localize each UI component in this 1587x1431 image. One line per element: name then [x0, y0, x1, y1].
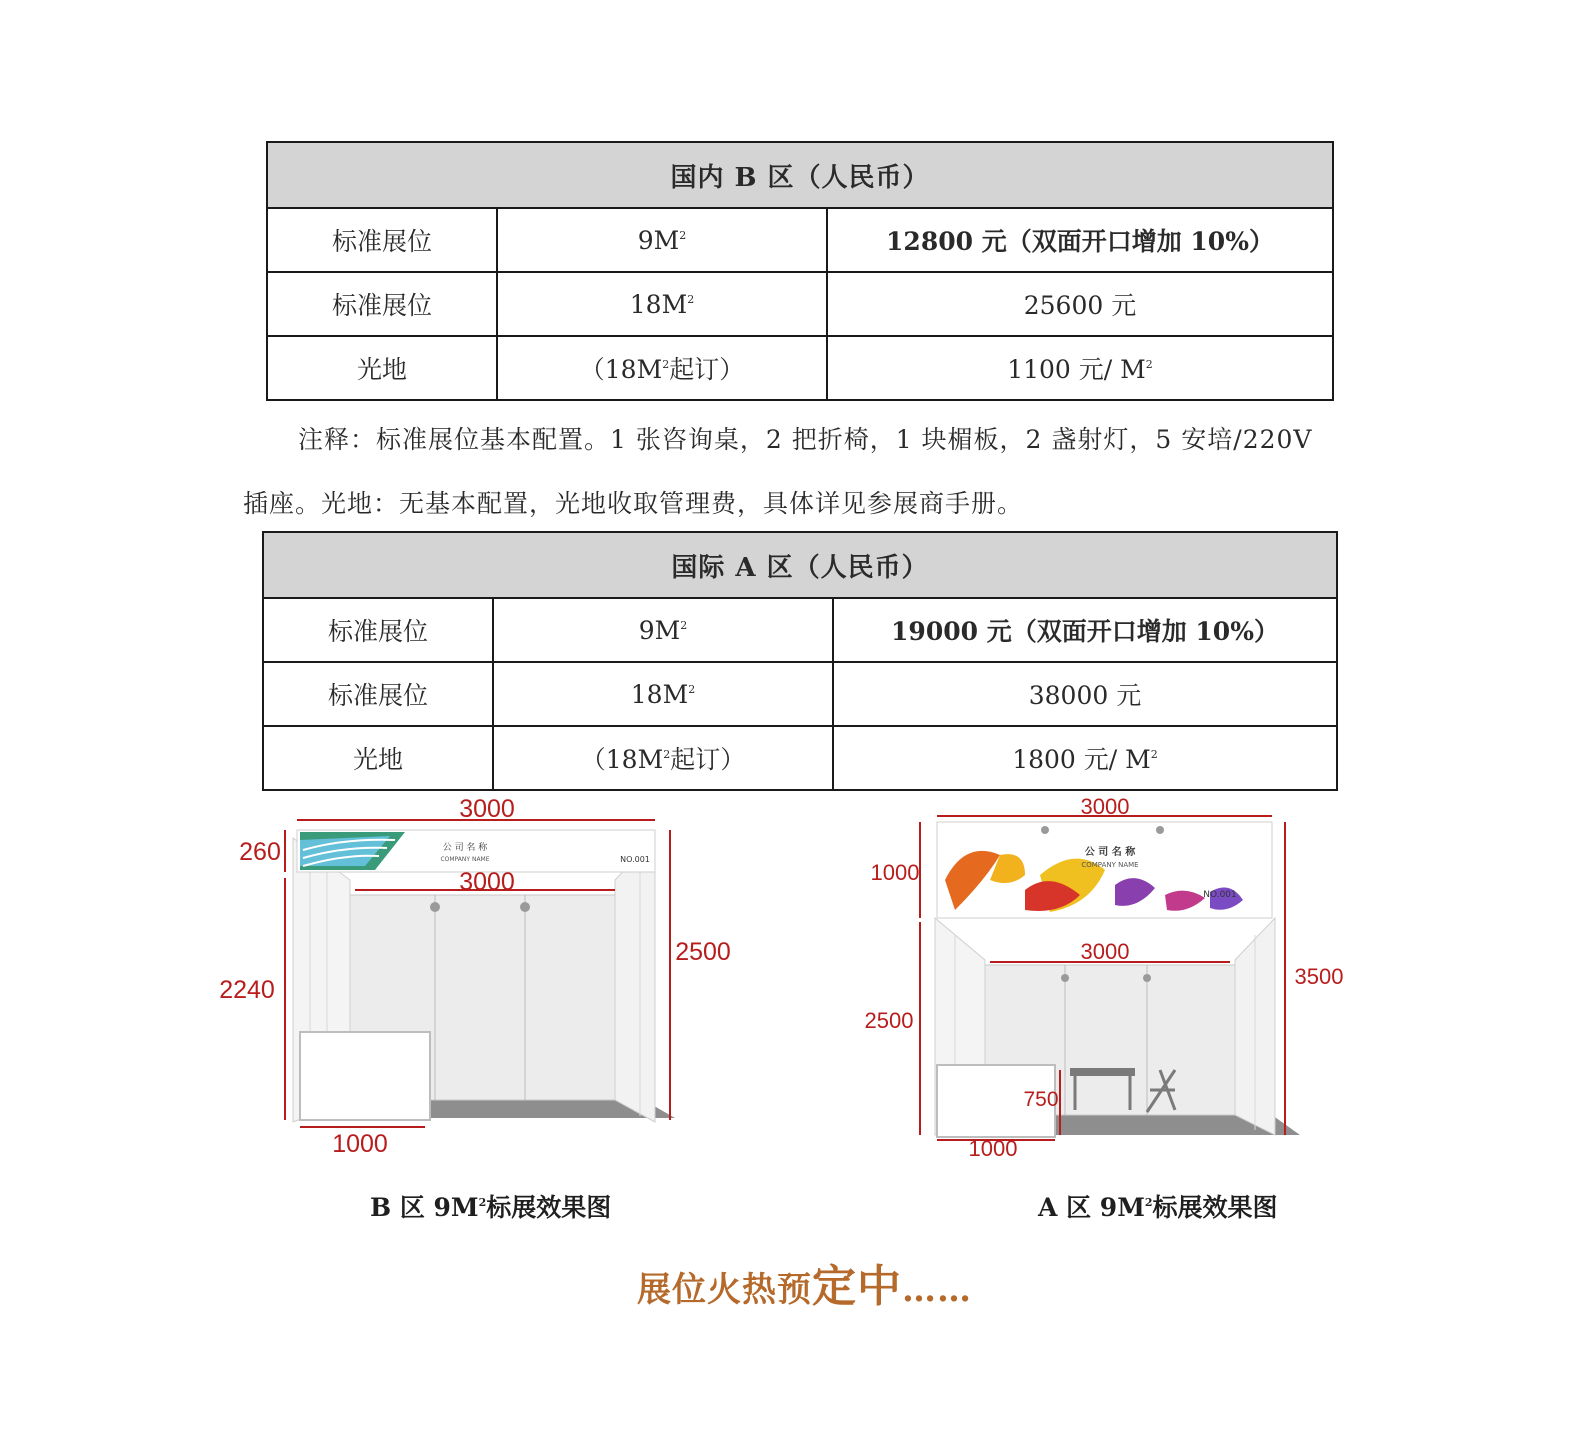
booth-price: 25600 元 — [827, 272, 1333, 336]
note-line-1: 注释：标准展位基本配置。1 张咨询桌，2 把折椅，1 块楣板，2 盏射灯，5 安培/220V — [298, 425, 1313, 454]
booth-type: 光地 — [267, 336, 497, 400]
dim-total-height: 2500 — [675, 938, 731, 966]
table-row — [267, 208, 1333, 272]
table-row — [267, 272, 1333, 336]
dim-desk-height: 750 — [1023, 1088, 1059, 1111]
dim-fascia-height: 260 — [239, 838, 281, 866]
dim-desk-width: 1000 — [968, 1136, 1018, 1161]
booth-type: 标准展位 — [263, 598, 493, 662]
price-table-a — [262, 531, 1338, 791]
booth-a-caption: A 区 $9M^2$标展效果图 — [1038, 1193, 1278, 1222]
booth-b-illustration — [215, 795, 775, 1160]
table-row — [263, 662, 1337, 726]
dim-top-width: 3000 — [1080, 794, 1130, 819]
booth-price: 19000 元（双面开口增加 10%） — [833, 598, 1337, 662]
table-a-title: 国际 A 区（人民币） — [263, 532, 1337, 598]
booth-type: 标准展位 — [267, 272, 497, 336]
fascia-title: 公 司 名 称 — [442, 843, 488, 853]
dim-wall-height: 2240 — [219, 976, 275, 1004]
fascia-number: NO.001 — [1203, 890, 1237, 900]
note-line-2: 插座。光地：无基本配置，光地收取管理费，具体详见参展商手册。 — [243, 489, 1024, 518]
booth-size: $18M^2$ — [493, 662, 833, 726]
spotlight-icon — [1143, 974, 1151, 982]
dim-total-height: 3500 — [1294, 964, 1344, 989]
spotlight-icon — [1041, 826, 1049, 834]
folding-table — [1070, 1068, 1135, 1076]
price-table-b — [266, 141, 1334, 401]
booth-type: 标准展位 — [267, 208, 497, 272]
booth-size: （$18M^2$起订） — [493, 726, 833, 790]
booth-price: 38000 元 — [833, 662, 1337, 726]
booth-a-illustration — [864, 794, 1375, 1161]
booth-price: 1100 元/ $M^2$ — [827, 336, 1333, 400]
dim-top-width: 3000 — [459, 795, 515, 823]
booth-size: （$18M^2$起订） — [497, 336, 827, 400]
booth-type: 光地 — [263, 726, 493, 790]
table-row — [263, 598, 1337, 662]
booth-size: $18M^2$ — [497, 272, 827, 336]
spotlight-icon — [430, 902, 440, 912]
spotlight-icon — [520, 902, 530, 912]
booth-b-caption: B 区 $9M^2$标展效果图 — [370, 1193, 612, 1222]
dim-desk-width: 1000 — [332, 1130, 388, 1158]
booking-slogan: 展位火热预定中…… — [637, 1261, 972, 1312]
table-row — [267, 336, 1333, 400]
spotlight-icon — [1061, 974, 1069, 982]
fascia-title: 公 司 名 称 — [1084, 847, 1136, 858]
booth-price: 12800 元（双面开口增加 10%） — [827, 208, 1333, 272]
booth-size: $9M^2$ — [493, 598, 833, 662]
booth-type: 标准展位 — [263, 662, 493, 726]
booth-price: 1800 元/ $M^2$ — [833, 726, 1337, 790]
fascia-subtitle: COMPANY NAME — [1081, 861, 1139, 869]
info-desk — [300, 1032, 430, 1120]
right-wall — [615, 838, 655, 1122]
dim-inner-width: 3000 — [1080, 939, 1130, 964]
dim-wall-height: 2500 — [864, 1008, 914, 1033]
table-row — [263, 726, 1337, 790]
dim-inner-width: 3000 — [459, 868, 515, 896]
dim-fascia-height: 1000 — [870, 860, 920, 885]
spotlight-icon — [1156, 826, 1164, 834]
fascia-number: NO.001 — [620, 855, 650, 864]
booth-size: $9M^2$ — [497, 208, 827, 272]
fascia-subtitle: COMPANY NAME — [440, 856, 490, 863]
table-b-title: 国内 B 区（人民币） — [267, 142, 1333, 208]
